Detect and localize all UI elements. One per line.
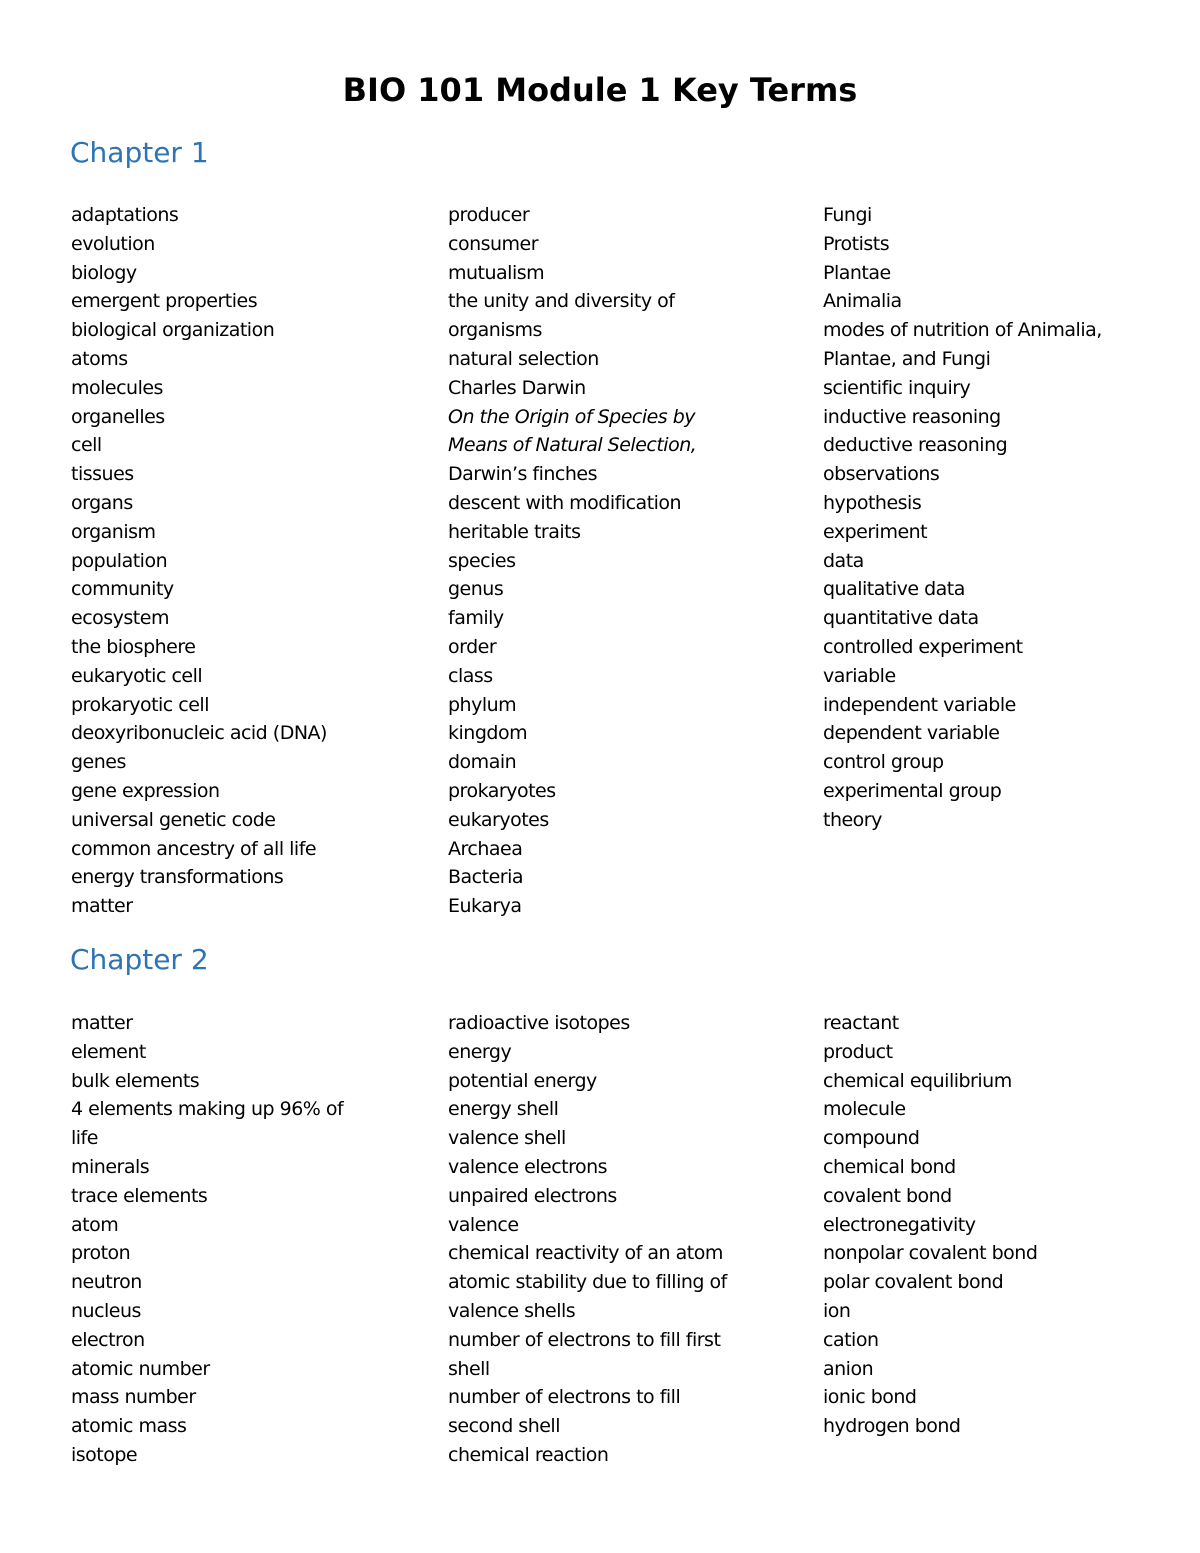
term-item: kingdom: [448, 722, 528, 745]
term-item: electronegativity: [823, 1213, 976, 1236]
term-item: reactant: [823, 1012, 899, 1034]
term-item: quantitative data: [823, 607, 979, 630]
term-item: ecosystem: [71, 607, 169, 630]
term-item: Animalia: [823, 290, 902, 313]
term-item: potential energy: [448, 1069, 597, 1092]
term-item: atomic stability due to filling of: [448, 1271, 727, 1294]
term-item: nonpolar covalent bond: [823, 1242, 1038, 1265]
term-item: bulk elements: [71, 1069, 200, 1092]
term-item: isotope: [71, 1443, 138, 1466]
term-item: number of electrons to fill first: [448, 1328, 721, 1351]
term-item: Plantae: [823, 261, 891, 284]
term-item: element: [71, 1040, 146, 1063]
term-item: deoxyribonucleic acid (DNA): [71, 722, 327, 745]
term-item: life: [71, 1127, 98, 1150]
term-item: order: [448, 635, 497, 658]
term-item: radioactive isotopes: [448, 1012, 630, 1034]
term-item: Eukarya: [448, 895, 522, 918]
term-item: atomic number: [71, 1357, 210, 1380]
term-item: Darwin’s finches: [448, 463, 598, 486]
term-item: dependent variable: [823, 722, 1000, 745]
term-item: heritable traits: [448, 520, 581, 543]
term-item: matter: [71, 1012, 133, 1034]
term-item: experiment: [823, 520, 928, 543]
term-item: molecules: [71, 376, 163, 399]
term-item: scientific inquiry: [823, 376, 971, 399]
term-item: gene expression: [71, 779, 220, 802]
term-item: ion: [823, 1299, 851, 1322]
term-item: universal genetic code: [71, 808, 276, 831]
term-item: natural selection: [448, 347, 599, 370]
term-item: Fungi: [823, 204, 872, 226]
term-item: organisms: [448, 319, 542, 342]
term-item: ionic bond: [823, 1386, 917, 1409]
chapter-1-column-2: [448, 201, 696, 921]
term-item: biological organization: [71, 319, 275, 342]
chapter-1-column-1: [71, 201, 327, 921]
term-item: experimental group: [823, 779, 1002, 802]
term-item: biology: [71, 261, 137, 284]
term-item: Plantae, and Fungi: [823, 347, 991, 370]
term-item: modes of nutrition of Animalia,: [823, 319, 1102, 342]
term-item: the biosphere: [71, 635, 196, 658]
term-item: mutualism: [448, 261, 545, 284]
term-item: covalent bond: [823, 1184, 952, 1207]
term-item: 4 elements making up 96% of: [71, 1098, 344, 1121]
term-item: community: [71, 578, 174, 601]
term-item: theory: [823, 808, 882, 831]
term-item: proton: [71, 1242, 131, 1265]
term-item: class: [448, 664, 493, 687]
term-item: adaptations: [71, 204, 179, 226]
term-item: mass number: [71, 1386, 196, 1409]
term-item: deductive reasoning: [823, 434, 1008, 457]
term-item: atoms: [71, 347, 128, 370]
term-item: product: [823, 1040, 893, 1063]
term-item: Means of Natural Selection,: [448, 434, 697, 457]
term-item: population: [71, 549, 168, 572]
term-item: Bacteria: [448, 866, 523, 889]
term-item: nucleus: [71, 1299, 141, 1322]
term-item: Charles Darwin: [448, 376, 586, 399]
term-item: eukaryotes: [448, 808, 549, 831]
term-item: compound: [823, 1127, 920, 1150]
term-item: chemical bond: [823, 1155, 956, 1178]
chapter-1-column-3: [823, 201, 1102, 835]
term-item: variable: [823, 664, 896, 687]
term-item: trace elements: [71, 1184, 208, 1207]
term-item: cation: [823, 1328, 879, 1351]
term-item: data: [823, 549, 864, 572]
chapter-2-column-3: [823, 1009, 1037, 1441]
term-item: phylum: [448, 693, 517, 716]
term-item: common ancestry of all life: [71, 837, 317, 860]
term-item: second shell: [448, 1415, 560, 1438]
term-item: genes: [71, 751, 126, 774]
term-item: species: [448, 549, 516, 572]
term-item: consumer: [448, 232, 539, 255]
term-item: electron: [71, 1328, 145, 1351]
term-item: chemical reaction: [448, 1443, 609, 1466]
term-item: molecule: [823, 1098, 906, 1121]
term-item: chemical reactivity of an atom: [448, 1242, 723, 1265]
term-item: Protists: [823, 232, 890, 255]
term-item: family: [448, 607, 504, 630]
term-item: observations: [823, 463, 940, 486]
term-item: organelles: [71, 405, 165, 428]
term-item: emergent properties: [71, 290, 258, 313]
term-item: hydrogen bond: [823, 1415, 961, 1438]
term-item: controlled experiment: [823, 635, 1023, 658]
term-item: anion: [823, 1357, 874, 1380]
term-item: On the Origin of Species by: [448, 405, 696, 428]
term-item: valence shell: [448, 1127, 566, 1150]
term-item: energy: [448, 1040, 512, 1063]
term-item: evolution: [71, 232, 155, 255]
term-item: unpaired electrons: [448, 1184, 617, 1207]
term-item: matter: [71, 895, 133, 918]
term-item: number of electrons to fill: [448, 1386, 681, 1409]
term-item: valence: [448, 1213, 519, 1236]
chapter-1-heading: Chapter 1: [70, 136, 209, 169]
term-item: energy transformations: [71, 866, 284, 889]
term-item: energy shell: [448, 1098, 559, 1121]
term-item: prokaryotes: [448, 779, 556, 802]
term-item: independent variable: [823, 693, 1016, 716]
term-item: qualitative data: [823, 578, 965, 601]
term-item: prokaryotic cell: [71, 693, 209, 716]
term-item: Archaea: [448, 837, 523, 860]
page-title: BIO 101 Module 1 Key Terms: [342, 71, 858, 109]
term-item: domain: [448, 751, 517, 774]
term-item: eukaryotic cell: [71, 664, 203, 687]
term-item: the unity and diversity of: [448, 290, 675, 313]
chapter-2-heading: Chapter 2: [70, 943, 209, 976]
term-item: valence electrons: [448, 1155, 608, 1178]
term-item: hypothesis: [823, 491, 922, 514]
term-item: inductive reasoning: [823, 405, 1001, 428]
term-item: organism: [71, 520, 156, 543]
term-item: cell: [71, 434, 102, 457]
term-item: producer: [448, 204, 530, 226]
term-item: control group: [823, 751, 944, 774]
term-item: minerals: [71, 1155, 150, 1178]
term-item: valence shells: [448, 1299, 576, 1322]
term-item: neutron: [71, 1271, 142, 1294]
term-item: descent with modification: [448, 491, 682, 514]
term-item: chemical equilibrium: [823, 1069, 1012, 1092]
chapter-2-column-1: [71, 1009, 343, 1470]
term-item: genus: [448, 578, 504, 601]
term-item: polar covalent bond: [823, 1271, 1004, 1294]
chapter-2-column-2: [448, 1009, 727, 1470]
term-item: organs: [71, 491, 133, 514]
term-item: shell: [448, 1357, 490, 1380]
term-item: atomic mass: [71, 1415, 187, 1438]
term-item: tissues: [71, 463, 134, 486]
term-item: atom: [71, 1213, 119, 1236]
